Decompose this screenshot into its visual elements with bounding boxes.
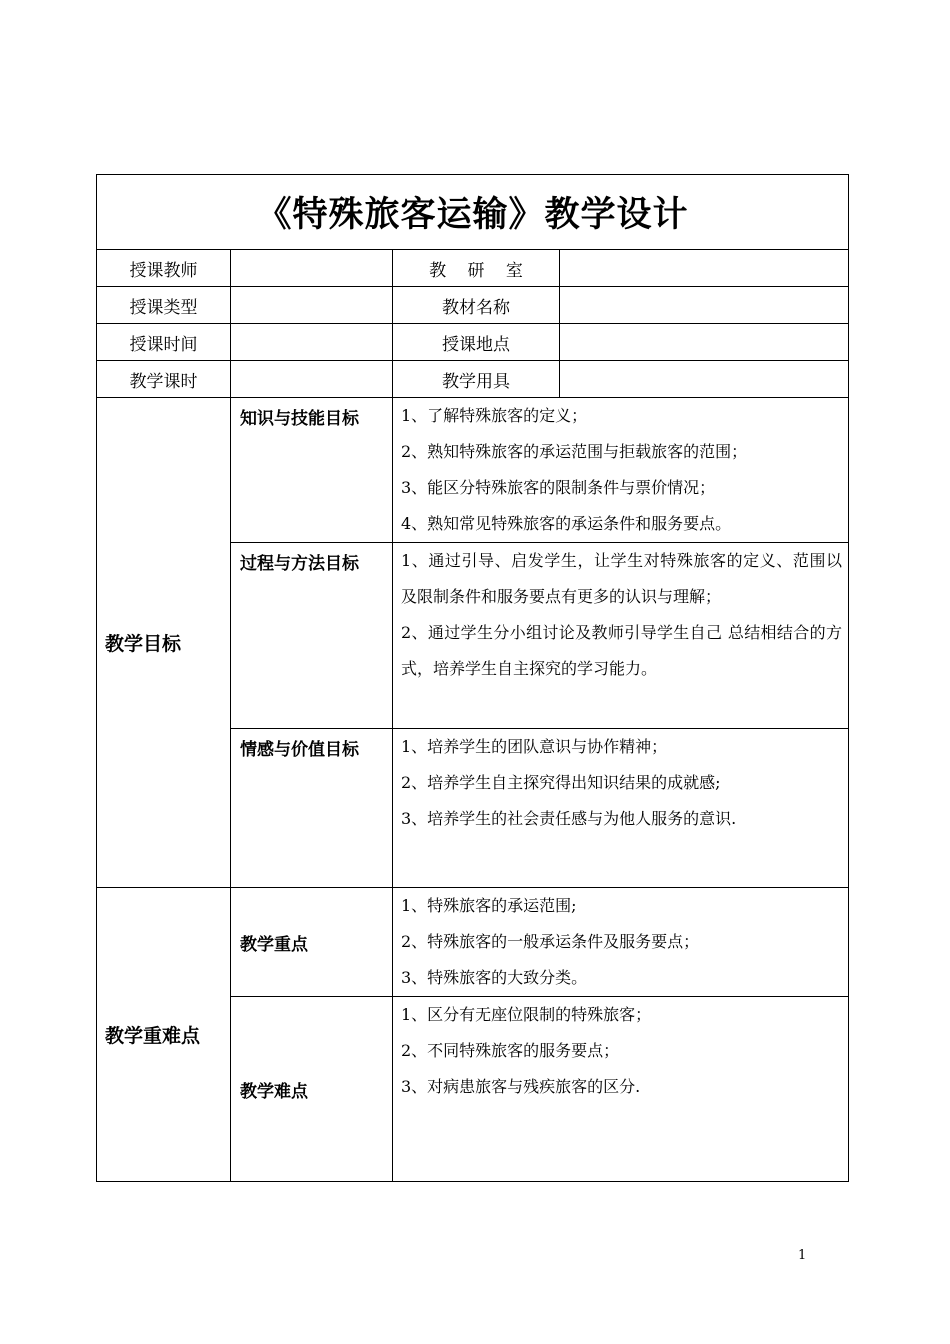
textbook-label: 教材名称 [393, 287, 560, 324]
difficulty-content [393, 997, 849, 1182]
content-line: 2、不同特殊旅客的服务要点； [401, 1041, 620, 1060]
process-method-content [393, 543, 849, 729]
textbook-value [560, 287, 849, 324]
class-hours-label: 教学课时 [97, 361, 231, 398]
content-line: 1、培养学生的团队意识与协作精神； [401, 737, 668, 756]
knowledge-skill-label: 知识与技能目标 [231, 398, 393, 543]
lesson-time-value [231, 324, 393, 361]
teacher-value [231, 250, 393, 287]
document-title: 《特殊旅客运输》教学设计 [97, 175, 849, 250]
class-hours-value [231, 361, 393, 398]
info-row [97, 324, 849, 361]
location-label: 授课地点 [393, 324, 560, 361]
info-row [97, 361, 849, 398]
lesson-type-label: 授课类型 [97, 287, 231, 324]
content-line: 3、培养学生的社会责任感与为他人服务的意识. [401, 809, 737, 828]
teaching-tools-value [560, 361, 849, 398]
info-row [97, 287, 849, 324]
page-number: 1 [798, 1248, 807, 1263]
lesson-plan-table [96, 174, 849, 1182]
key-focus-content [393, 888, 849, 997]
department-value [560, 250, 849, 287]
key-focus-label: 教学重点 [231, 888, 393, 997]
content-line: 2、熟知特殊旅客的承运范围与拒载旅客的范围； [401, 442, 748, 461]
lesson-time-label: 授课时间 [97, 324, 231, 361]
content-line: 2、特殊旅客的一般承运条件及服务要点； [401, 932, 700, 951]
content-line: 2、培养学生自主探究得出知识结果的成就感; [401, 773, 721, 792]
location-value [560, 324, 849, 361]
key-points-section-label: 教学重难点 [97, 888, 231, 1182]
content-line: 3、特殊旅客的大致分类。 [401, 968, 588, 987]
content-line: 1、特殊旅客的承运范围; [401, 896, 577, 915]
lesson-type-value [231, 287, 393, 324]
content-line: 3、能区分特殊旅客的限制条件与票价情况； [401, 478, 716, 497]
content-line: 2、通过学生分小组讨论及教师引导学生自己 总结相结合的方式，培养学生自主探究的学习能力。 [401, 623, 843, 678]
difficulty-label: 教学难点 [231, 997, 393, 1182]
emotion-value-label: 情感与价值目标 [231, 729, 393, 888]
objectives-section-label: 教学目标 [97, 398, 231, 888]
content-line: 1、了解特殊旅客的定义； [401, 406, 588, 425]
content-line: 1、区分有无座位限制的特殊旅客； [401, 1005, 652, 1024]
process-method-label: 过程与方法目标 [231, 543, 393, 729]
info-row [97, 250, 849, 287]
teacher-label: 授课教师 [97, 250, 231, 287]
department-label: 教 研 室 [393, 250, 560, 287]
knowledge-skill-content [393, 398, 849, 543]
content-line: 3、对病患旅客与残疾旅客的区分. [401, 1077, 641, 1096]
content-line: 1、通过引导、启发学生，让学生对特殊旅客的定义、范围以及限制条件和服务要点有更多的认识与理解； [401, 551, 843, 606]
teaching-tools-label: 教学用具 [393, 361, 560, 398]
emotion-value-content [393, 729, 849, 888]
content-line: 4、熟知常见特殊旅客的承运条件和服务要点。 [401, 514, 732, 533]
